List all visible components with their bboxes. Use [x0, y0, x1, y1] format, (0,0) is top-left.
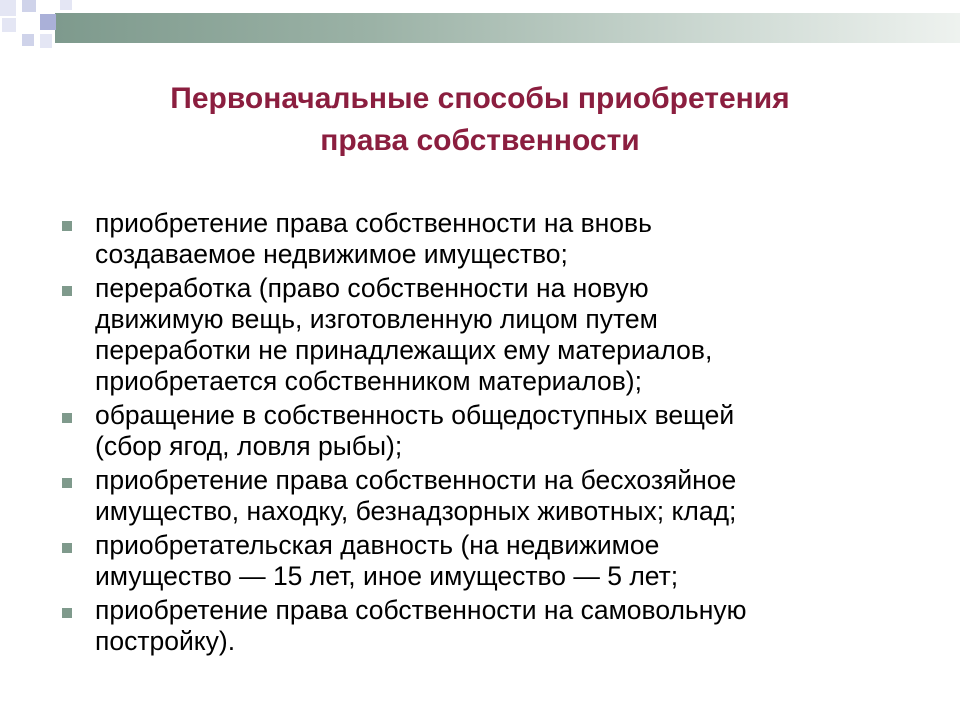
- square-bullet-icon: [62, 478, 72, 488]
- bullet-text: приобретение права собственности на бесхозяйное имущество, находку, безнадзорных животных; клад;: [95, 465, 737, 526]
- bullet-text: приобретательская давность (на недвижимое имущество — 15 лет, иное имущество — 5 лет;: [95, 530, 679, 591]
- decor-square: [40, 14, 56, 30]
- bullet-text: приобретение права собственности на самовольную постройку).: [95, 595, 747, 656]
- bullet-list: [62, 208, 922, 660]
- slide-title-line-1: Первоначальные способы приобретения: [170, 82, 790, 115]
- bullet-item: [62, 400, 922, 462]
- slide-title: [60, 78, 900, 162]
- square-bullet-icon: [62, 413, 72, 423]
- square-bullet-icon: [62, 608, 72, 618]
- bullet-item: [62, 208, 922, 270]
- decor-square: [60, 0, 72, 10]
- decor-square: [2, 18, 16, 32]
- bullet-item: [62, 530, 922, 592]
- decor-square: [0, 0, 16, 16]
- square-bullet-icon: [62, 543, 72, 553]
- bullet-text: переработка (право собственности на новую движимую вещь, изготовленную лицом путем переработки не принадлежащих ему материалов, приобретается собственником материалов);: [95, 273, 713, 396]
- decor-square: [22, 0, 36, 12]
- square-bullet-icon: [62, 221, 72, 231]
- bullet-item: [62, 465, 922, 527]
- bullet-text: обращение в собственность общедоступных вещей (сбор ягод, ловля рыбы);: [95, 400, 735, 461]
- header-decor-band: [55, 13, 960, 43]
- decor-square: [40, 34, 52, 48]
- decor-square: [22, 34, 34, 46]
- bullet-item: [62, 595, 922, 657]
- bullet-text: приобретение права собственности на вновь создаваемое недвижимое имущество;: [95, 208, 652, 269]
- square-bullet-icon: [62, 286, 72, 296]
- bullet-item: [62, 273, 922, 397]
- slide-title-line-2: права собственности: [320, 124, 640, 157]
